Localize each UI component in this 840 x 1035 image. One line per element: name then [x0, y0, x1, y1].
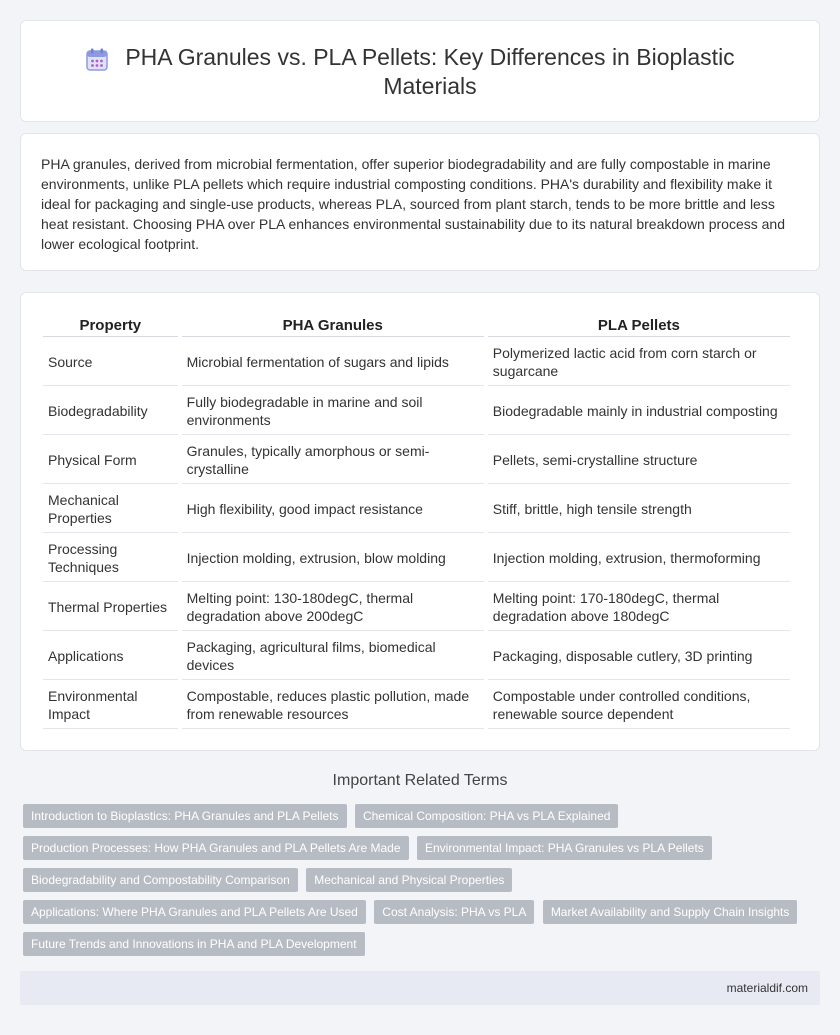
- related-term-tag[interactable]: Introduction to Bioplastics: PHA Granules and PLA Pellets: [23, 804, 347, 828]
- cell-pha: Granules, typically amorphous or semi-crystalline: [182, 437, 484, 484]
- related-terms-list: [23, 804, 818, 964]
- cell-pla: Compostable under controlled conditions, renewable source dependent: [488, 682, 790, 729]
- table-row: [43, 339, 790, 386]
- table-row: [43, 535, 790, 582]
- related-term-tag[interactable]: Mechanical and Physical Properties: [306, 868, 512, 892]
- comparison-table: [39, 313, 794, 731]
- cell-property: Mechanical Properties: [43, 486, 178, 533]
- header-pla: PLA Pellets: [488, 315, 790, 337]
- table-row: [43, 437, 790, 484]
- related-terms-title: Important Related Terms: [332, 772, 508, 789]
- footer-site-link[interactable]: materialdif.com: [726, 981, 808, 995]
- cell-property: Environmental Impact: [43, 682, 178, 729]
- cell-pha: Compostable, reduces plastic pollution, made from renewable resources: [182, 682, 484, 729]
- table-header-row: [43, 315, 790, 337]
- cell-pla: Biodegradable mainly in industrial composting: [488, 388, 790, 435]
- cell-property: Physical Form: [43, 437, 178, 484]
- related-term-tag[interactable]: Production Processes: How PHA Granules and PLA Pellets Are Made: [23, 836, 409, 860]
- cell-property: Thermal Properties: [43, 584, 178, 631]
- table-row: [43, 633, 790, 680]
- comparison-table-card: [20, 292, 820, 751]
- cell-pha: Microbial fermentation of sugars and lipids: [182, 339, 484, 386]
- related-term-tag[interactable]: Chemical Composition: PHA vs PLA Explained: [355, 804, 618, 828]
- cell-pla: Stiff, brittle, high tensile strength: [488, 486, 790, 533]
- intro-card: [20, 133, 820, 271]
- related-term-tag[interactable]: Biodegradability and Compostability Comparison: [23, 868, 298, 892]
- table-row: [43, 486, 790, 533]
- related-term-tag[interactable]: Future Trends and Innovations in PHA and PLA Development: [23, 932, 365, 956]
- table-row: [43, 682, 790, 729]
- related-term-tag[interactable]: Cost Analysis: PHA vs PLA: [374, 900, 534, 924]
- cell-pha: Packaging, agricultural films, biomedical devices: [182, 633, 484, 680]
- related-term-tag[interactable]: Applications: Where PHA Granules and PLA Pellets Are Used: [23, 900, 366, 924]
- related-term-tag[interactable]: Market Availability and Supply Chain Insights: [543, 900, 798, 924]
- cell-pla: Packaging, disposable cutlery, 3D printing: [488, 633, 790, 680]
- table-row: [43, 388, 790, 435]
- footer: [20, 971, 820, 1005]
- cell-pla: Pellets, semi-crystalline structure: [488, 437, 790, 484]
- page-title: PHA Granules vs. PLA Pellets: Key Differences in Bioplastic Materials: [125, 44, 735, 99]
- cell-pla: Polymerized lactic acid from corn starch or sugarcane: [488, 339, 790, 386]
- header-card: [20, 20, 820, 122]
- header-property: Property: [43, 315, 178, 337]
- header-pha: PHA Granules: [182, 315, 484, 337]
- table-row: [43, 584, 790, 631]
- cell-property: Source: [43, 339, 178, 386]
- cell-pla: Melting point: 170-180degC, thermal degradation above 180degC: [488, 584, 790, 631]
- cell-pha: Injection molding, extrusion, blow molding: [182, 535, 484, 582]
- cell-pha: High flexibility, good impact resistance: [182, 486, 484, 533]
- cell-property: Biodegradability: [43, 388, 178, 435]
- cell-property: Applications: [43, 633, 178, 680]
- cell-pha: Melting point: 130-180degC, thermal degradation above 200degC: [182, 584, 484, 631]
- related-term-tag[interactable]: Environmental Impact: PHA Granules vs PLA Pellets: [417, 836, 712, 860]
- intro-paragraph: PHA granules, derived from microbial fermentation, offer superior biodegradability and are fully compostable in marine environments, unlike PLA pellets which require industrial composting conditions. PHA's durability and flexibility make it ideal for packaging and single-use products, whereas PLA, sourced from plant starch, tends to be more brittle and less heat resistant. Choosing PHA over PLA enhances environmental sustainability due to its natural breakdown process and lower ecological footprint.: [41, 156, 785, 252]
- cell-property: Processing Techniques: [43, 535, 178, 582]
- cell-pla: Injection molding, extrusion, thermoforming: [488, 535, 790, 582]
- cell-pha: Fully biodegradable in marine and soil environments: [182, 388, 484, 435]
